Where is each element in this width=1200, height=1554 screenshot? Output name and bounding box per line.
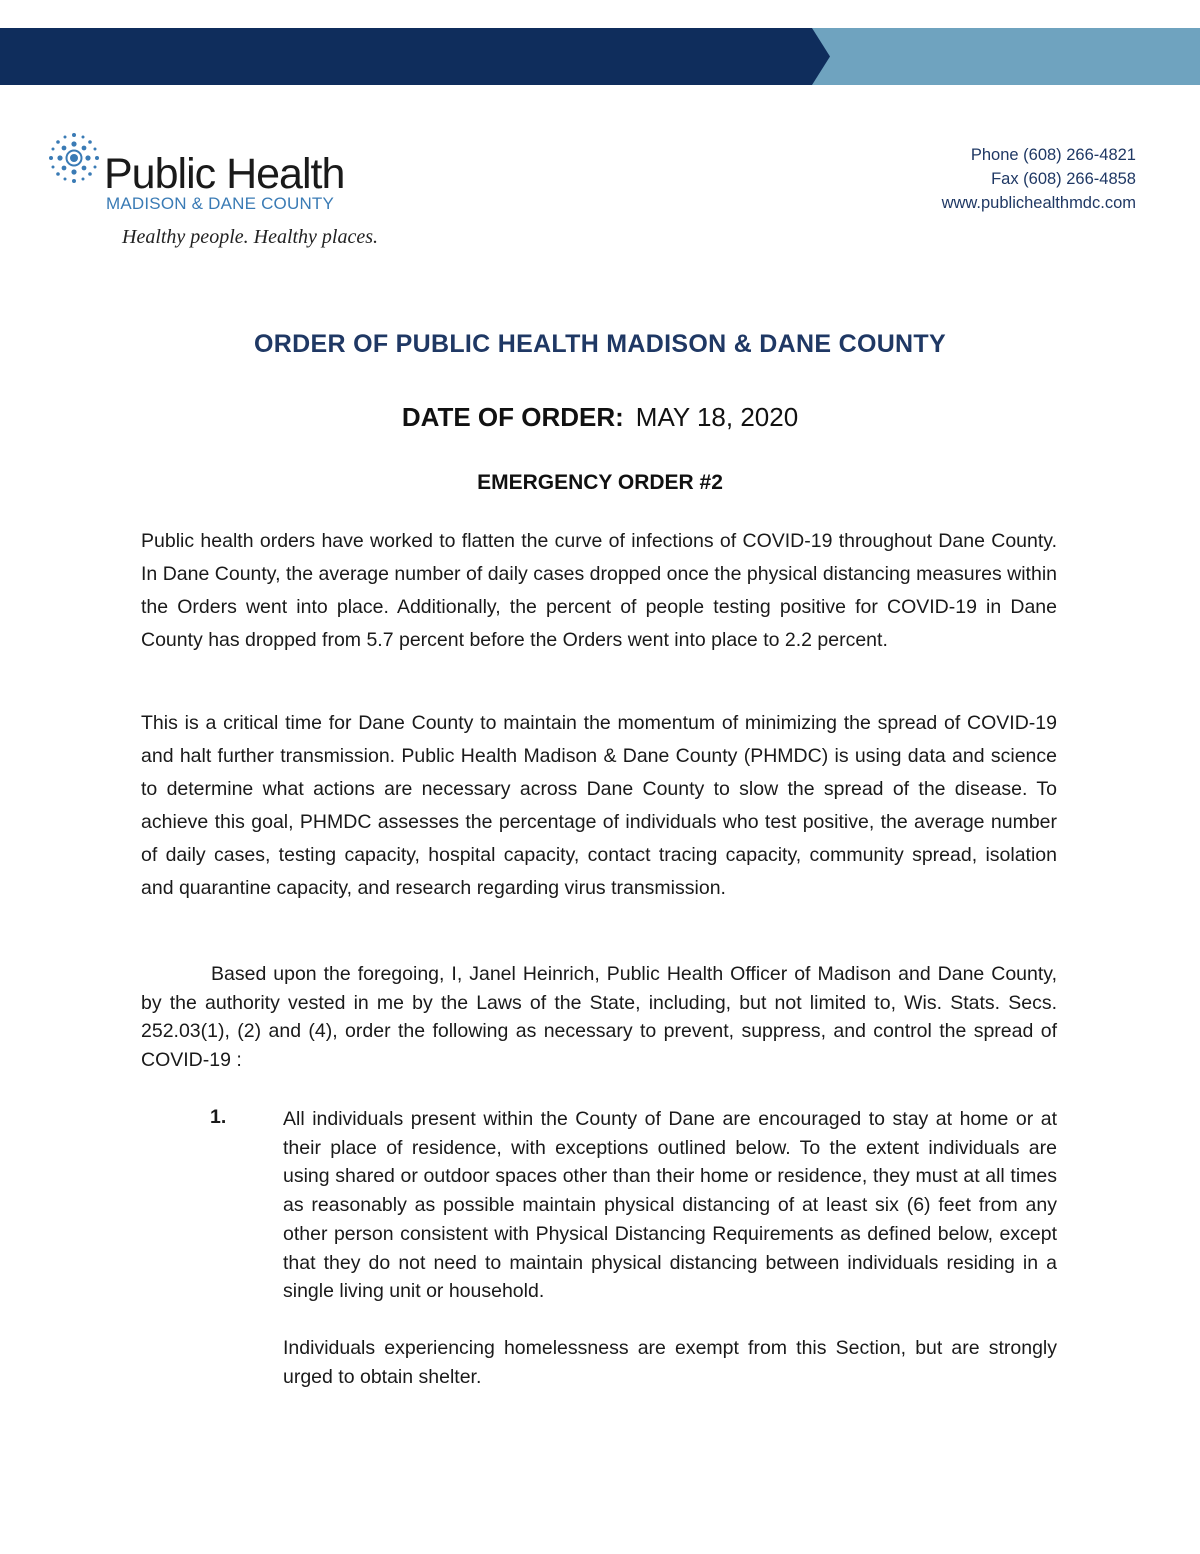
paragraph: Public health orders have worked to flatten the curve of infections of COVID-19 throughout Dane County. In Dane County, the average number of daily cases dropped once the physical distancing measures within the Orders went into place. Additionally, the percent of people testing positive for COVID-19 in Dane County has dropped from 5.7 percent before the Orders went into place to 2.2 percent.	[141, 530, 1057, 651]
list-item-note: Individuals experiencing homelessness are exempt from this Section, but are strongly urged to obtain shelter.	[283, 1337, 1057, 1388]
contact-phone: Phone (608) 266-4821	[970, 146, 1136, 164]
contact-fax: Fax (608) 266-4858	[991, 170, 1136, 188]
order-number: EMERGENCY ORDER #2	[477, 471, 723, 494]
contact-block	[942, 143, 1136, 215]
public-health-logo	[44, 128, 384, 258]
date-value: MAY 18, 2020	[635, 402, 799, 432]
starburst-icon	[44, 128, 104, 188]
paragraph: Based upon the foregoing, I, Janel Heinrich, Public Health Officer of Madison and Dane County, by the authority vested in me by the Laws of the State, including, but not limited to, Wis. Stats. Secs. 252.03(1), (2) and (4), order the following as necessary to prevent, suppress, and control the spread of COVID-19 :	[141, 963, 1057, 1071]
logo-tagline: Healthy people. Healthy places.	[122, 226, 379, 248]
banner-light-segment	[790, 28, 1200, 85]
logo-title: Public Health	[104, 150, 345, 198]
document-title: ORDER OF PUBLIC HEALTH MADISON & DANE COUNTY	[254, 330, 946, 358]
date-of-order	[0, 402, 1200, 433]
contact-website[interactable]: www.publichealthmdc.com	[941, 194, 1136, 212]
header-banner	[0, 28, 1200, 85]
list-item-number: 1.	[210, 1106, 227, 1128]
date-label: DATE OF ORDER:	[401, 402, 624, 432]
paragraph: This is a critical time for Dane County to maintain the momentum of minimizing the spread of COVID-19 and halt further transmission. Public Health Madison & Dane County (PHMDC) is using data and science to determine what actions are necessary across Dane County to slow the spread of the disease. To achieve this goal, PHMDC assesses the percentage of individuals who test positive, the average number of daily cases, testing capacity, hospital capacity, contact tracing capacity, community spread, isolation and quarantine capacity, and research regarding virus transmission.	[141, 712, 1057, 899]
logo-subtitle: MADISON & DANE COUNTY	[106, 194, 335, 213]
banner-dark-segment	[0, 28, 830, 85]
list-item-text: All individuals present within the County of Dane are encouraged to stay at home or at their place of residence, with exceptions outlined below. To the extent individuals are using shared or outdoor spaces other than their home or residence, they must at all times as reasonably as possible maintain physical distancing of at least six (6) feet from any other person consistent with Physical Distancing Requirements as defined below, except that they do not need to maintain physical distancing between individuals residing in a single living unit or household.	[283, 1108, 1057, 1303]
